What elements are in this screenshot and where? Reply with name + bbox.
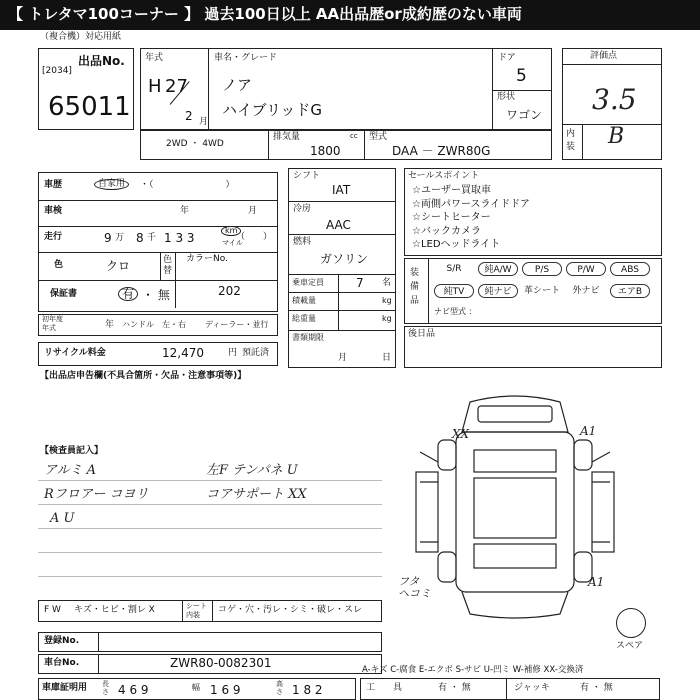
aircon-label: 冷房 <box>293 204 312 214</box>
tools-label: 工 具 <box>366 683 403 693</box>
docs-day: 日 <box>382 353 392 363</box>
warranty-no: ・ 無 <box>142 288 170 302</box>
cert-height-value: 1 8 2 <box>292 683 323 697</box>
legend-seat-text: コゲ・穴・汚レ・シミ・破レ・スレ <box>218 605 363 615</box>
color-change: 色替 <box>163 255 173 276</box>
cert-width-label: 幅 <box>192 683 200 692</box>
damage-legend: A-キズ C-腐食 E-エクボ S-サビ U-凹ミ W-補修 XX-交換済 <box>362 665 584 675</box>
inspector-line-1: アルミ A <box>44 463 97 478</box>
inspection-month: 月 <box>248 206 258 216</box>
equipment-item: エアB <box>610 284 650 298</box>
equipment-item: 革シート <box>523 286 560 296</box>
history-rest: ・（ ） <box>140 180 235 190</box>
model-grade: ハイブリッドG <box>222 101 322 119</box>
warranty-label: 保証書 <box>50 289 78 299</box>
legend-fw-text: キズ・ヒビ・割レ X <box>74 605 155 615</box>
sales-label: セールスポイント <box>408 171 480 181</box>
aircon-value: AAC <box>326 218 351 232</box>
form-subtitle: （複合機）対応用紙 <box>40 32 122 42</box>
inspector-right-2: コアサポート XX <box>206 487 307 502</box>
sales-point-item: ☆両側パワースライドドア <box>412 198 530 210</box>
cert-height-label: 高さ <box>276 680 283 696</box>
sales-point-item: ☆シートヒーター <box>412 212 491 223</box>
shape-value: ワゴン <box>506 108 543 122</box>
doors-value: 5 <box>516 66 527 86</box>
equipment-item: P/W <box>566 262 606 276</box>
equipment-item: 外ナビ <box>572 286 600 296</box>
navi-label: ナビ型式 ： <box>434 307 477 316</box>
sales-point-item: ☆バックカメラ <box>412 225 481 237</box>
mileage-man: 9 <box>104 231 112 245</box>
year-value: 27 <box>165 76 188 97</box>
year-month-unit: 月 <box>199 117 209 127</box>
arrival-label: 後日品 <box>408 329 436 339</box>
chassis-label: 車台No. <box>44 658 80 668</box>
firstreg-handle: ハンドル 左・右 <box>122 320 186 329</box>
registration-box <box>38 632 382 652</box>
exhibit-number: 65011 <box>48 92 131 122</box>
equipment-label: 装備品 <box>410 268 420 306</box>
exhibit-prefix: [2034] <box>42 66 72 76</box>
tools-box <box>360 678 660 700</box>
equipment-item: S/R <box>446 264 462 274</box>
firstreg-label: 初年度 <box>42 315 63 323</box>
mileage-sen-unit: 千 <box>147 233 157 243</box>
history-value: 自家用 <box>94 179 129 190</box>
model-name: ノア <box>222 76 253 94</box>
load-unit: kg <box>382 296 392 305</box>
displacement-value: 1800 <box>310 144 341 158</box>
doors-label: ドア <box>498 53 516 63</box>
legend-seat: シート 内装 <box>186 602 207 619</box>
chassis-value: ZWR80-0082301 <box>170 656 272 670</box>
inspector-label: 【検査員記入】 <box>40 446 104 456</box>
mileage-sen: 8 <box>136 231 144 245</box>
interior-label: 内装 <box>566 129 576 152</box>
recycle-deposit: 預託済 <box>242 348 270 358</box>
load-label: 積載量 <box>292 296 316 305</box>
recycle-unit: 円 <box>228 348 238 358</box>
displacement-label: 排気量 <box>273 132 301 142</box>
year-month: 2 <box>185 109 193 123</box>
sales-list <box>412 184 530 252</box>
firstreg-year: 年式 <box>42 324 56 332</box>
year-label: 年式 <box>145 53 164 63</box>
equipment-item: 純ナビ <box>478 284 518 298</box>
weight-label: 総重量 <box>292 314 316 323</box>
sales-point-item: ☆ユーザー買取車 <box>412 185 491 196</box>
color-value: クロ <box>106 259 131 273</box>
modelcode-label: 型式 <box>369 132 388 142</box>
modelcode-value: DAA － ZWR80G <box>392 144 491 158</box>
damage-fr: A1 <box>580 424 597 438</box>
damage-rl: フタ ヘコミ <box>398 575 431 600</box>
mileage-unit: km <box>221 226 241 236</box>
jack-value: 有 ・ 無 <box>580 683 613 693</box>
docs-month: 月 <box>338 353 348 363</box>
recycle-label: リサイクル料金 <box>44 348 106 358</box>
mileage-paren: （ ） <box>236 232 273 242</box>
cert-label: 車庫証明用 <box>42 683 88 693</box>
inspection-label: 車検 <box>44 206 63 216</box>
equipment-item: P/S <box>522 262 562 276</box>
firstreg-month: 年 <box>105 320 115 330</box>
spare-tire-icon <box>616 608 646 638</box>
mileage-man-unit: 万 <box>115 233 125 243</box>
inspector-line-3: A U <box>50 511 75 526</box>
sales-point-item: ☆LEDヘッドライト <box>412 239 501 250</box>
color-code-label: カラーNo. <box>186 254 228 264</box>
color-label: 色 <box>54 260 64 270</box>
tools-value: 有 ・ 無 <box>438 683 471 693</box>
drive-text: 2WD ・ 4WD <box>166 139 224 149</box>
equipment-item: ABS <box>610 262 650 276</box>
top-banner <box>0 0 700 30</box>
equipment-item: 純A/W <box>478 262 518 276</box>
shape-label: 形状 <box>497 92 516 102</box>
inspector-line-2: Rフロアー コヨリ <box>44 487 149 502</box>
damage-fl: XX <box>452 427 470 441</box>
warranty-yes: 有 <box>118 287 138 301</box>
cert-length-value: 4 6 9 <box>118 683 149 697</box>
cert-length-label: 長さ <box>102 680 109 696</box>
displacement-unit: cc <box>350 132 358 140</box>
arrival-box <box>404 326 662 368</box>
capacity-unit: 名 <box>382 278 392 288</box>
interior-value: B <box>608 124 625 149</box>
banner-text: 【 トレタマ100コーナー 】 過去100日以上 AA出品歴or成約歴のない車両 <box>8 5 522 23</box>
inspector-right-1: 左F テンパネ U <box>206 463 298 478</box>
spare-label: スペア <box>616 641 644 651</box>
exhibit-label: 出品No. <box>78 54 125 68</box>
rating-label: 評価点 <box>590 51 618 61</box>
cert-width-value: 1 6 9 <box>210 683 241 697</box>
docs-label: 書類期限 <box>292 333 324 342</box>
mileage-rest: 1 3 3 <box>164 231 195 245</box>
equipment-item: 純TV <box>434 284 474 298</box>
color-code: 202 <box>218 284 241 298</box>
mileage-unit2: マイル <box>222 239 243 247</box>
legend-fw: F W <box>44 605 61 615</box>
fuel-label: 燃料 <box>293 237 312 247</box>
shift-value: IAT <box>332 183 351 197</box>
fuel-value: ガソリン <box>320 252 369 266</box>
capacity-label: 乗車定員 <box>292 278 324 287</box>
registration-label: 登録No. <box>44 636 80 646</box>
inspection-year: 年 <box>180 206 190 216</box>
jack-label: ジャッキ <box>514 683 550 693</box>
history-label: 車歴 <box>44 180 63 190</box>
rating-score: 3.5 <box>592 83 637 116</box>
shift-label: シフト <box>293 171 321 181</box>
weight-unit: kg <box>382 314 392 323</box>
notes-label: 【出品店申告欄(不具合箇所・欠品・注意事項等)】 <box>40 371 247 381</box>
year-era: H <box>148 76 162 97</box>
model-label: 車名・グレード <box>214 53 278 63</box>
capacity-value: 7 <box>356 276 364 290</box>
firstreg-dealer: ディーラー・並行 <box>205 320 269 329</box>
mileage-label: 走行 <box>44 232 63 242</box>
recycle-value: 12,470 <box>162 346 204 360</box>
damage-rr: A1 <box>588 575 605 589</box>
